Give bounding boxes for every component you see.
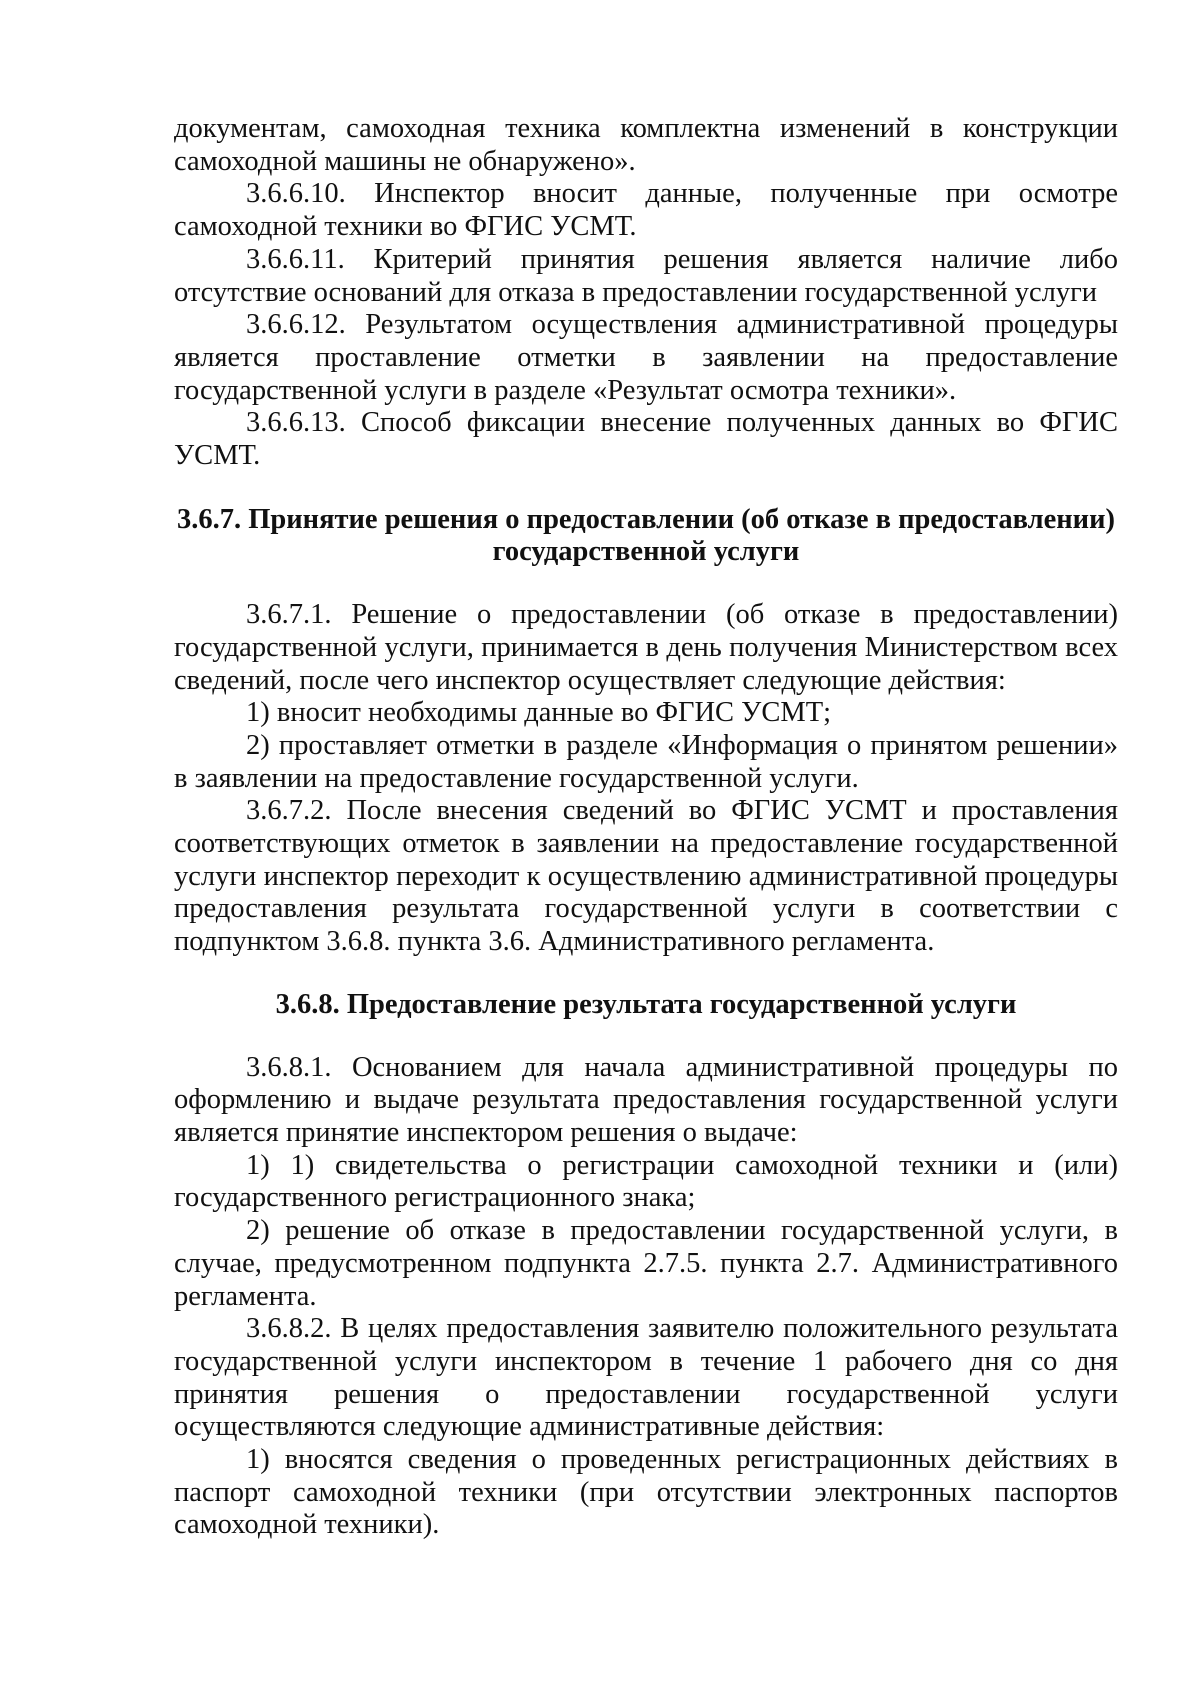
list-item-1: 1) вносит необходимы данные во ФГИС УСМТ; <box>246 697 832 729</box>
paragraph-3-6-6-12: 3.6.6.12. Результатом осуществления административной процедуры является проставление отметки в заявлении на предоставление государственной услуги в разделе «Результат осмотра техники». <box>174 309 1118 406</box>
paragraph-3-6-8-1: 3.6.8.1. Основанием для начала административной процедуры по оформлению и выдаче результата предоставления государственной услуги является принятие инспектором решения о выдаче: <box>174 1051 1118 1148</box>
paragraph-continuation: документам, самоходная техника комплектна изменений в конструкции самоходной машины не обнаружено». <box>174 113 1118 177</box>
paragraph-3-6-7-1: 3.6.7.1. Решение о предоставлении (об отказе в предоставлении) государственной услуги, принимается в день получения Министерством всех сведений, после чего инспектор осуществляет следующие действия: <box>174 599 1118 696</box>
paragraph-3-6-8-2: 3.6.8.2. В целях предоставления заявителю положительного результата государственной услуги инспектором в течение 1 рабочего дня со дня принятия решения о предоставлении государственной услуги осуществляются следующие административные действия: <box>174 1313 1118 1443</box>
list-item-2: 2) решение об отказе в предоставлении государственной услуги, в случае, предусмотренном подпункта 2.7.5. пункта 2.7. Административного регламента. <box>174 1215 1118 1312</box>
list-item-1: 1) 1) свидетельства о регистрации самоходной техники и (или) государственного регистрационного знака; <box>174 1149 1118 1214</box>
paragraph-3-6-6-10: 3.6.6.10. Инспектор вносит данные, полученные при осмотре самоходной техники во ФГИС УСМТ. <box>174 178 1118 243</box>
list-item-2: 2) проставляет отметки в разделе «Информация о принятом решении» в заявлении на предоставление государственной услуги. <box>174 729 1118 794</box>
section-heading-3-6-7: 3.6.7. Принятие решения о предоставлении (об отказе в предоставлении) государственной услуги <box>176 503 1116 568</box>
paragraph-3-6-6-13: 3.6.6.13. Способ фиксации внесение полученных данных во ФГИС УСМТ. <box>174 407 1118 472</box>
paragraph-3-6-6-11: 3.6.6.11. Критерий принятия решения является наличие либо отсутствие оснований для отказа в предоставлении государственной услуги <box>174 243 1118 308</box>
section-heading-3-6-8: 3.6.8. Предоставление результата государственной услуги <box>275 988 1017 1020</box>
list-item-1: 1) вносятся сведения о проведенных регистрационных действиях в паспорт самоходной техники (при отсутствии электронных паспортов самоходной техники). <box>174 1444 1118 1541</box>
paragraph-3-6-7-2: 3.6.7.2. После внесения сведений во ФГИС УСМТ и проставления соответствующих отметок в заявлении на предоставление государственной услуги инспектор переходит к осуществлению административной процедуры предоставления результата государственной услуги в соответствии с подпунктом 3.6.8. пункта 3.6. Административного регламента. <box>174 795 1118 958</box>
